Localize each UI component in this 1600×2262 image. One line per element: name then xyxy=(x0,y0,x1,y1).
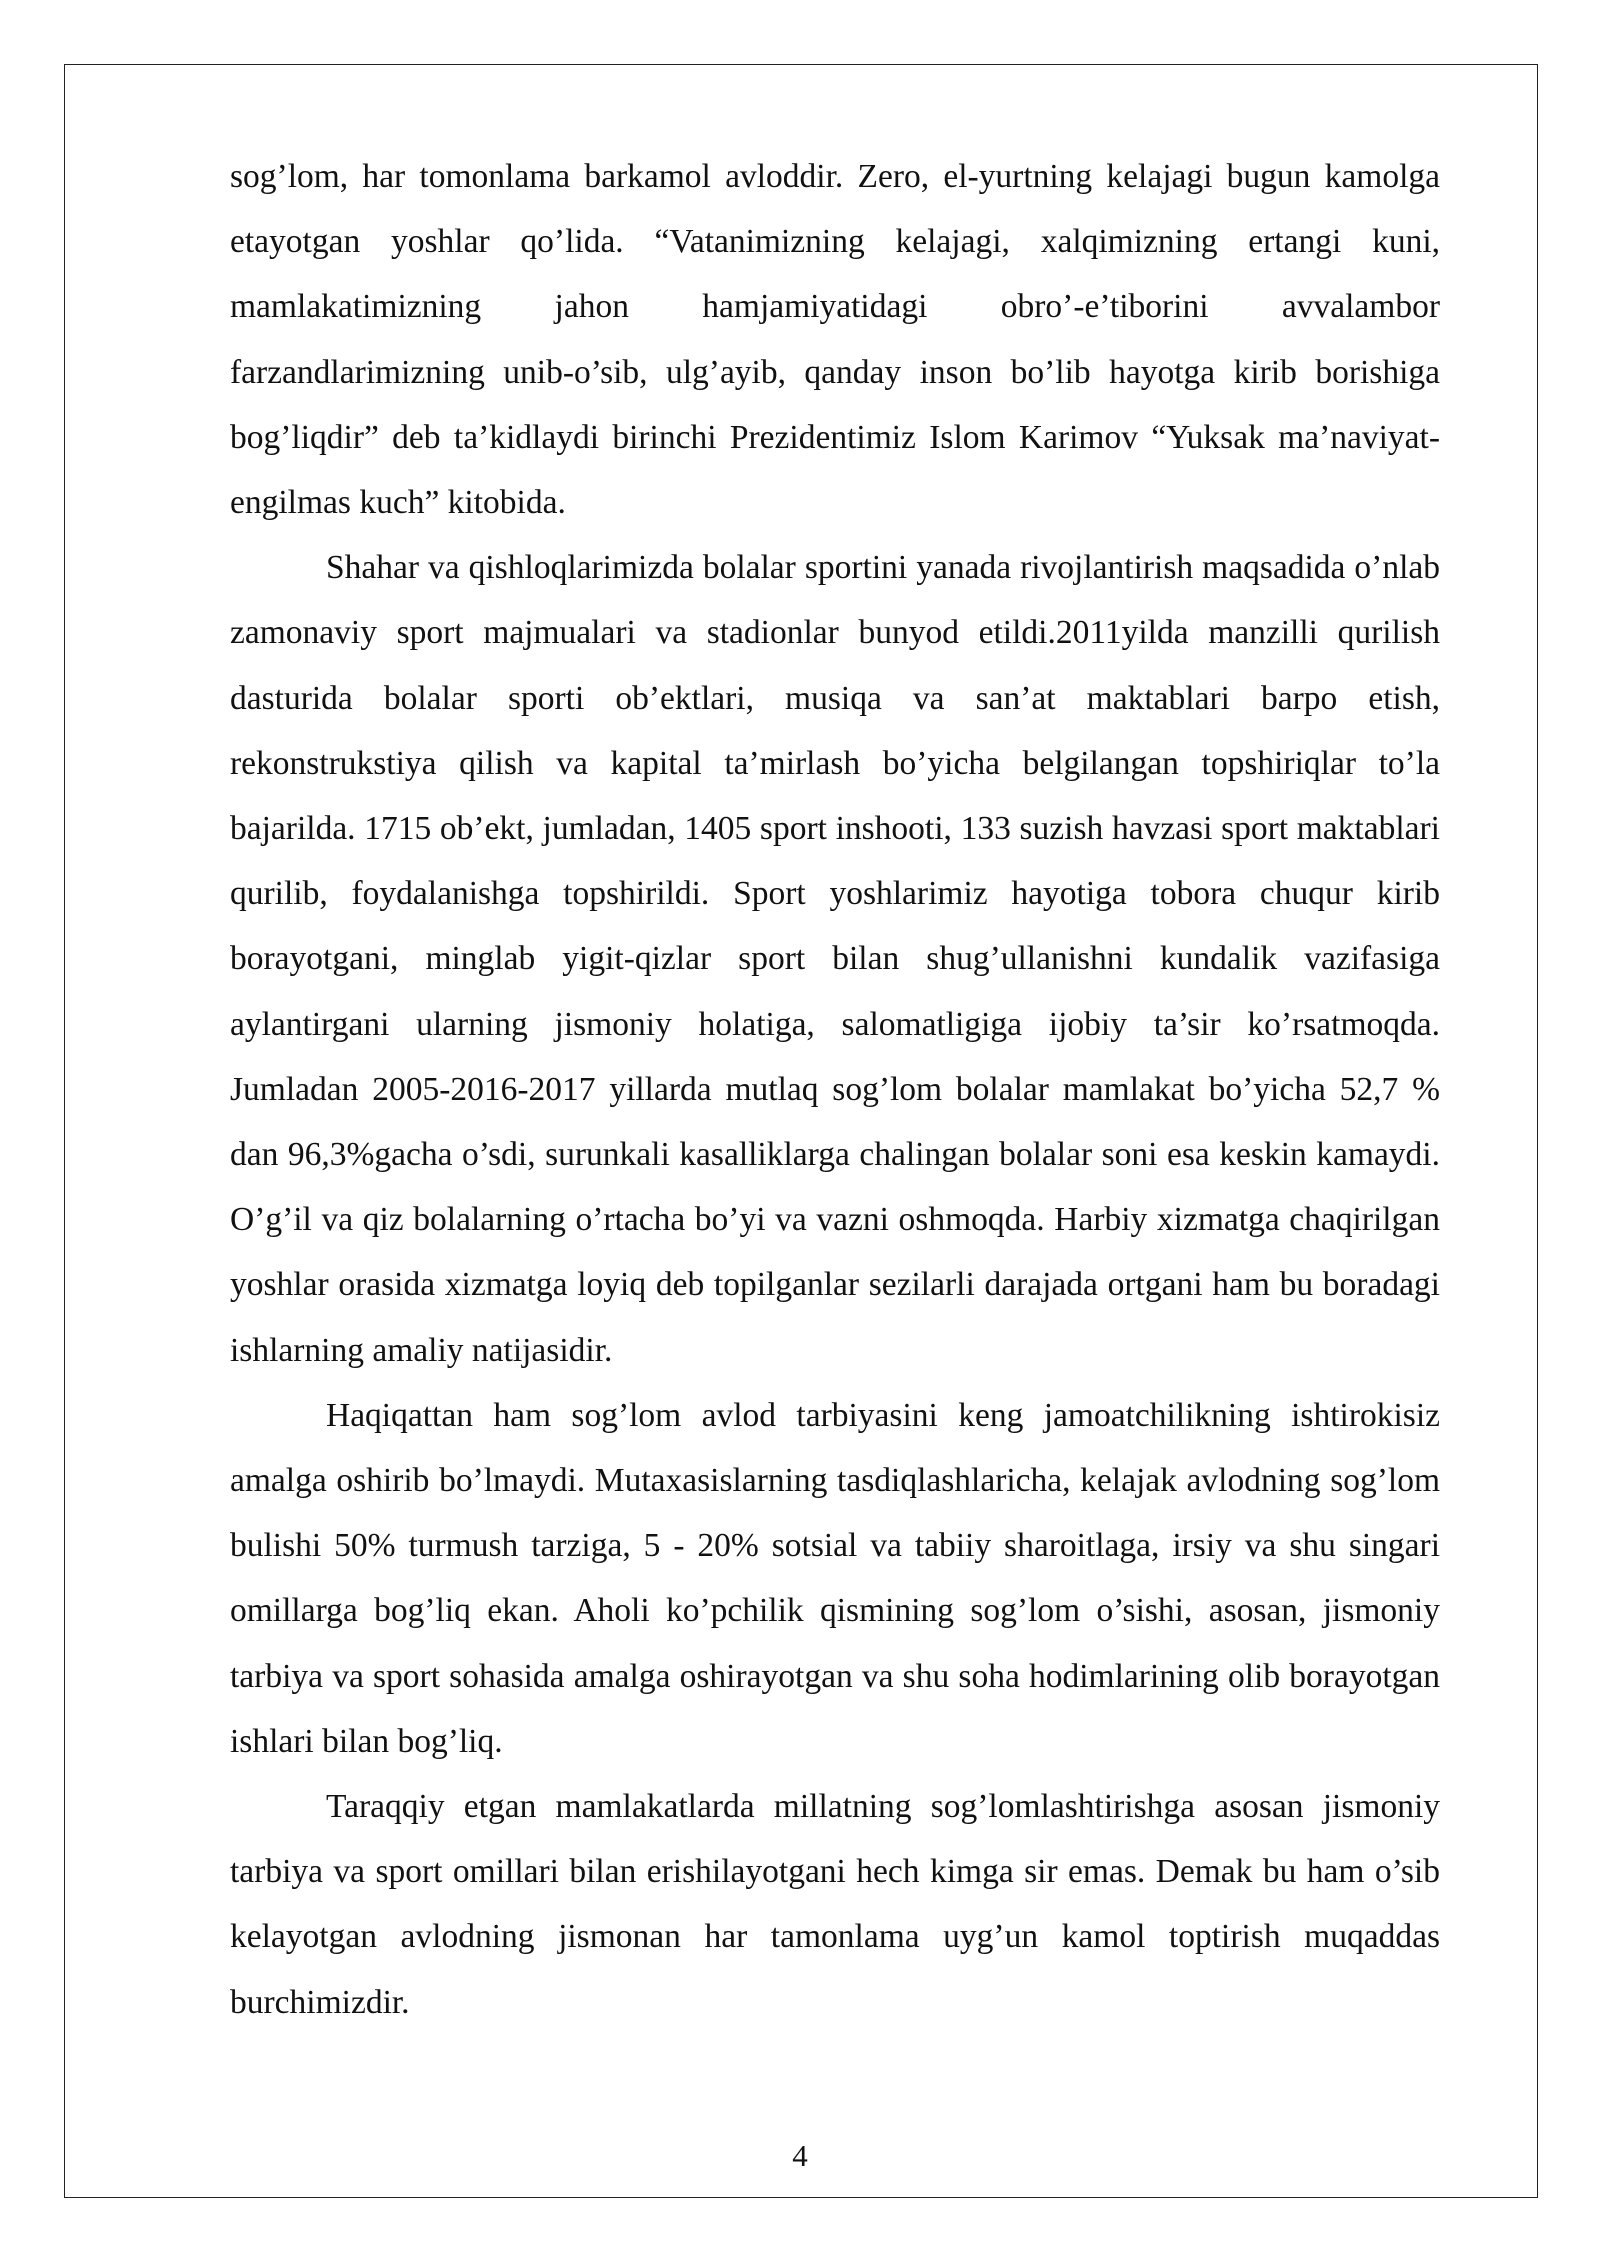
paragraph-sports-facilities: Shahar va qishloqlarimizda bolalar sportini yanada rivojlantirish maqsadida o’nlab zamonaviy sport majmualari va stadionlar bunyod etildi.2011yilda manzilli qurilish dasturida bolalar sporti ob’ektlari, musiqa va san’at maktablari barpo etish, rekonstrukstiya qilish va kapital ta’mirlash bo’yicha belgilangan topshiriqlar to’la bajarilda. 1715 ob’ekt, jumladan, 1405 sport inshooti, 133 suzish havzasi sport maktablari qurilib, foydalanishga topshirildi. Sport yoshlarimiz hayotiga tobora chuqur kirib borayotgani, minglab yigit-qizlar sport bilan shug’ullanishni kundalik vazifasiga aylantirgani ularning jismoniy holatiga, salomatligiga ijobiy ta’sir ko’rsatmoqda. Jumladan 2005-2016-2017 yillarda mutlaq sog’lom bolalar mamlakat bo’yicha 52,7 % dan 96,3%gacha o’sdi, surunkali kasalliklarga chalingan bolalar soni esa keskin kamaydi. O’g’il va qiz bolalarning o’rtacha bo’yi va vazni oshmoqda. Harbiy xizmatga chaqirilgan yoshlar orasida xizmatga loyiq deb topilganlar sezilarli darajada ortgani ham bu boradagi ishlarning amaliy natijasidir. xyxy=(230,549,1440,1369)
document-body xyxy=(230,144,1440,2035)
paragraph-continuation: sog’lom, har tomonlama barkamol avloddir. Zero, el-yurtning kelajagi bugun kamolga etayotgan yoshlar qo’lida. “Vatanimizning kelajagi, xalqimizning ertangi kuni, mamlakatimizning jahon hamjamiyatidagi obro’-e’tiborini avvalambor farzandlarimizning unib-o’sib, ulg’ayib, qanday inson bo’lib hayotga kirib borishiga bog’liqdir” deb ta’kidlaydi birinchi Prezidentimiz Islom Karimov “Yuksak ma’naviyat-engilmas kuch” kitobida. xyxy=(230,158,1440,522)
page-number: 4 xyxy=(792,2138,808,2173)
paragraph-developed-countries: Taraqqiy etgan mamlakatlarda millatning sog’lomlashtirishga asosan jismoniy tarbiya va sport omillari bilan erishilayotgani hech kimga sir emas. Demak bu ham o’sib kelayotgan avlodning jismonan har tamonlama uyg’un kamol toptirish muqaddas burchimizdir. xyxy=(230,1788,1440,2021)
paragraph-healthy-generation: Haqiqattan ham sog’lom avlod tarbiyasini keng jamoatchilikning ishtirokisiz amalga oshirib bo’lmaydi. Mutaxasislarning tasdiqlashlaricha, kelajak avlodning sog’lom bulishi 50% turmush tarziga, 5 - 20% sotsial va tabiiy sharoitlaga, irsiy va shu singari omillarga bog’liq ekan. Aholi ko’pchilik qismining sog’lom o’sishi, asosan, jismoniy tarbiya va sport sohasida amalga oshirayotgan va shu soha hodimlarining olib borayotgan ishlari bilan bog’liq. xyxy=(230,1396,1440,1760)
